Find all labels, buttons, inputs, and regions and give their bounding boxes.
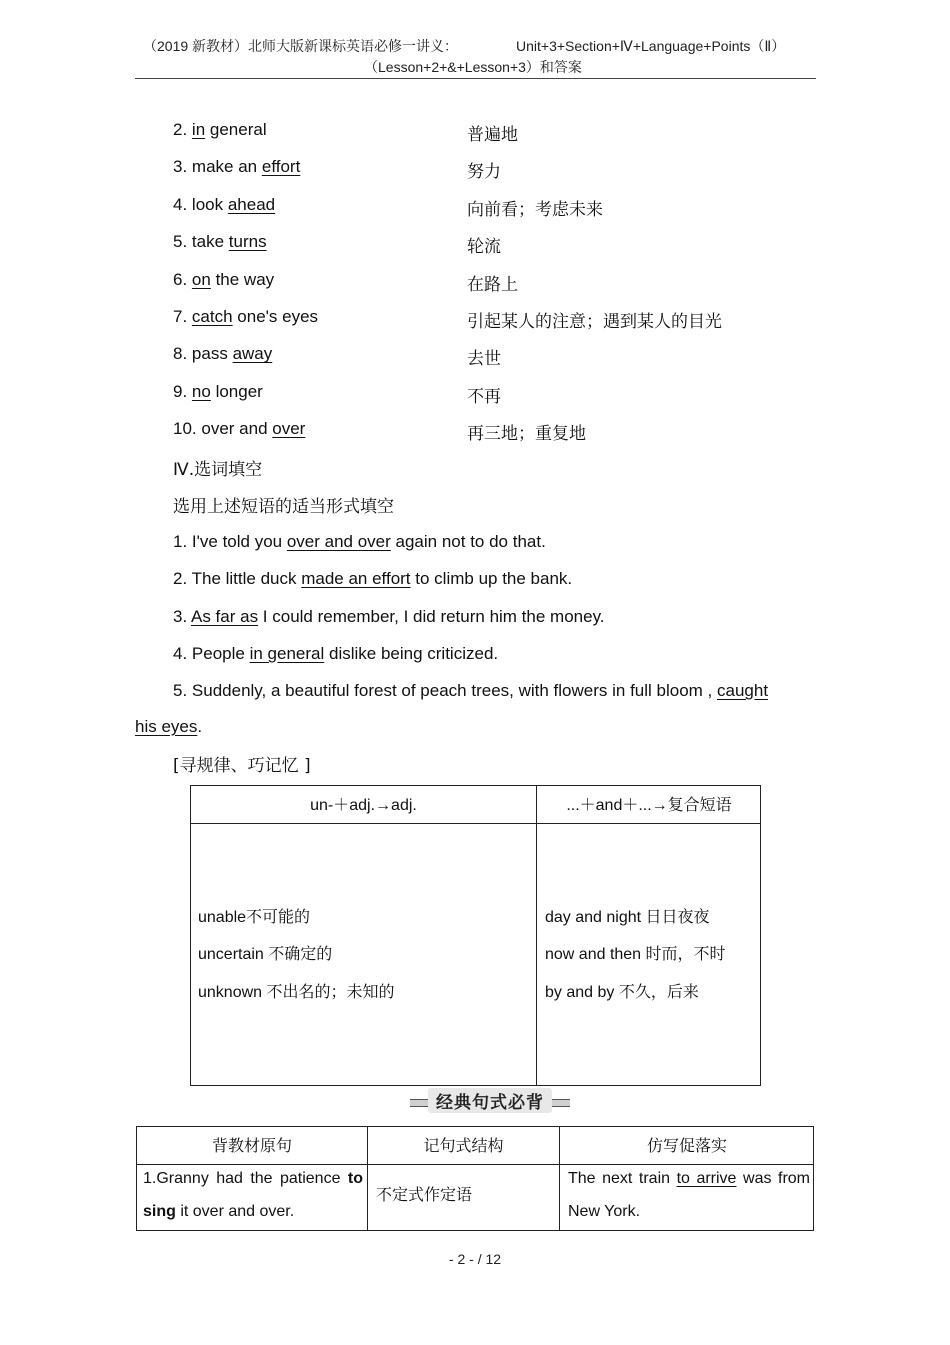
phrase-meaning: 不再 [467, 386, 501, 407]
phrase-num: 7. [173, 307, 188, 326]
phrase-num: 5. [173, 232, 188, 252]
phrase-num: 10. [173, 419, 197, 439]
fill-num: 5. [173, 681, 188, 700]
phrase-num: 3. [173, 157, 188, 177]
fill-post: to climb up the bank. [410, 569, 573, 588]
phrase-pre: look [191, 194, 228, 214]
rule-title: [寻规律、巧记忆 ] [173, 756, 311, 776]
fill-num: 3. [173, 607, 188, 626]
rule-col2-item: by and by 不久，后来 [545, 984, 699, 1001]
fill-answer: As far as [190, 607, 259, 626]
phrase-answer: no [191, 381, 211, 401]
sentence-table [136, 1126, 814, 1231]
phrase-pre: take [191, 232, 229, 252]
phrase-num: 4. [173, 194, 188, 214]
sentence-head-structure: 记句式结构 [423, 1138, 504, 1155]
fill-item [173, 644, 498, 664]
fill-post: dislike being criticized. [324, 644, 499, 663]
phrase-answer: turns [228, 232, 267, 252]
table-divider [191, 823, 760, 824]
table-divider [536, 786, 537, 1085]
phrase-meaning: 普遍地 [467, 125, 518, 145]
fill-pre: I've told you [191, 532, 287, 551]
phrase-answer: in [191, 120, 206, 139]
fill-answer: over and over [286, 532, 391, 551]
fill-post: . [197, 717, 203, 736]
phrase-item [173, 344, 272, 364]
phrase-post: one's eyes [232, 307, 319, 326]
fill-pre: People [191, 644, 250, 663]
fill-answer: made an effort [301, 569, 411, 588]
phrase-item [173, 232, 267, 252]
phrase-meaning: 向前看；考虑未来 [467, 199, 603, 220]
phrase-answer: effort [261, 157, 301, 177]
phrase-pre: pass [191, 344, 233, 364]
phrase-meaning: 再三地；重复地 [467, 424, 586, 445]
phrase-answer: catch [191, 307, 233, 326]
sentence-head-original: 背教材原句 [211, 1138, 292, 1155]
header-left: （2019 新教材）北师大版新课标英语必修一讲义： [143, 38, 459, 54]
fill-pre: Suddenly, a beautiful forest of peach trees, with flowers in full bloom , [191, 681, 717, 700]
original-text-end: it over and over. [175, 1203, 295, 1220]
header-line2: （Lesson+2+&+Lesson+3）和答案 [364, 59, 582, 75]
phrase-item [173, 307, 318, 327]
phrase-num: 2. [173, 120, 188, 139]
phrase-meaning: 去世 [467, 349, 501, 370]
rule-col1-item: unable不可能的 [198, 909, 311, 926]
phrase-num: 8. [173, 344, 188, 364]
phrase-meaning: 轮流 [467, 237, 501, 258]
fill-item [173, 532, 546, 552]
structure-text: 不定式作定语 [376, 1185, 473, 1204]
fill-pre: The little duck [191, 569, 302, 588]
phrase-post: general [205, 120, 267, 139]
fill-num: 2. [173, 569, 188, 588]
phrase-post: longer [210, 381, 263, 401]
phrase-item [173, 270, 274, 290]
phrase-answer: over [272, 419, 306, 439]
rule-col1-item: unknown 不出名的；未知的 [198, 984, 395, 1001]
header-right: Unit+3+Section+Ⅳ+Language+Points（Ⅱ） [516, 38, 786, 54]
fill-item-5 [173, 681, 768, 701]
imitation-text: The next train [568, 1170, 677, 1187]
banner-title: 经典句式必背 [428, 1088, 552, 1113]
imitation-answer: to arrive [676, 1170, 737, 1187]
header-rule [135, 78, 816, 79]
section-instruction: 选用上述短语的适当形式填空 [173, 497, 394, 517]
fill-post: again not to do that. [390, 532, 546, 551]
phrase-pre: make an [191, 157, 262, 177]
phrase-answer: ahead [227, 194, 276, 214]
phrase-item [173, 120, 267, 140]
phrase-answer: away [232, 344, 273, 364]
rule-col2-item: now and then 时而，不时 [545, 946, 726, 963]
fill-num: 4. [173, 644, 188, 663]
rule-col1-head: un-＋adj.→adj. [310, 797, 417, 814]
original-text: 1.Granny had the patience [143, 1170, 348, 1187]
original-bold: to sing [143, 1170, 363, 1220]
rule-col2-item: day and night 日日夜夜 [545, 909, 710, 926]
rule-col2-head: ...＋and＋...→复合短语 [566, 797, 732, 814]
phrase-meaning: 努力 [467, 162, 501, 183]
original-sentence [143, 1162, 363, 1228]
phrase-item [173, 157, 300, 177]
page-number: - 2 - / 12 [448, 1251, 502, 1267]
fill-item [173, 607, 605, 627]
phrase-meaning: 引起某人的注意；遇到某人的目光 [467, 312, 722, 332]
rule-col1-item: uncertain 不确定的 [198, 946, 333, 963]
section-title: Ⅳ.选词填空 [173, 460, 263, 480]
phrase-meaning: 在路上 [467, 274, 518, 295]
phrase-item [173, 419, 305, 439]
phrase-num: 9. [173, 381, 188, 401]
imitation-text-end: was from New York. [568, 1170, 811, 1220]
fill-answer: in general [249, 644, 325, 663]
fill-item [173, 569, 572, 589]
phrase-answer: on [191, 269, 211, 289]
phrase-post: the way [210, 269, 275, 289]
phrase-pre: over and [201, 419, 273, 439]
fill-num: 1. [173, 532, 188, 551]
phrase-item [173, 195, 275, 215]
fill-item-5-cont [135, 717, 202, 737]
section-banner [410, 1088, 570, 1112]
sentence-head-imitation: 仿写促落实 [646, 1138, 727, 1155]
fill-answer: caught [717, 681, 769, 700]
phrase-item [173, 382, 263, 402]
imitation-sentence [568, 1162, 810, 1228]
fill-post: I could remember, I did return him the money. [258, 607, 605, 626]
phrase-num: 6. [173, 269, 188, 289]
fill-answer-2: his eyes [135, 717, 198, 736]
rule-table [190, 785, 761, 1086]
